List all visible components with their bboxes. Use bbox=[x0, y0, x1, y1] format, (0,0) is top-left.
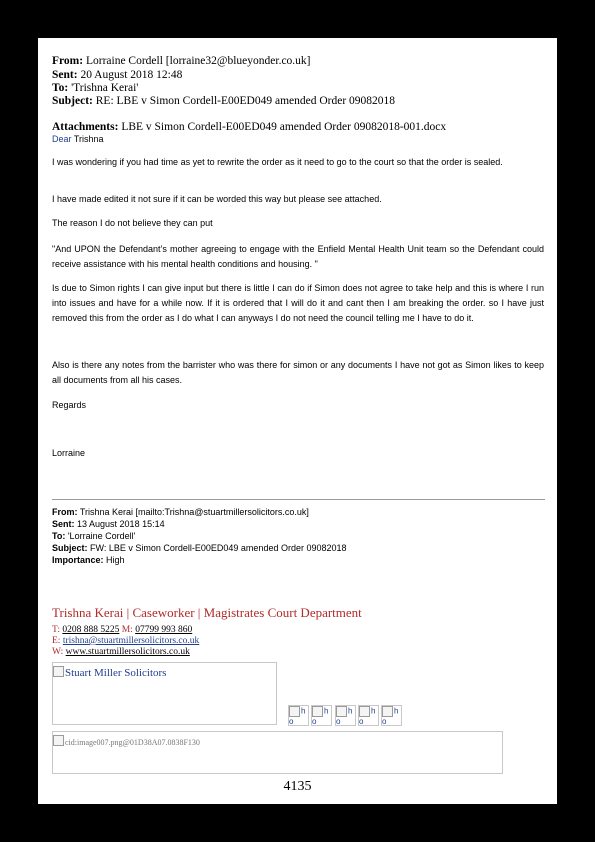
to-value: 'Trishna Kerai' bbox=[71, 82, 139, 94]
salutation bbox=[52, 132, 544, 147]
banner-image-placeholder bbox=[52, 731, 503, 774]
fwd-sent-label: Sent: bbox=[52, 519, 75, 529]
fwd-from-line bbox=[52, 507, 309, 519]
social-image-placeholder-1[interactable]: h o bbox=[288, 705, 309, 726]
subject-value: RE: LBE v Simon Cordell-E00ED049 amended Order 09082018 bbox=[95, 95, 396, 107]
broken-image-icon bbox=[53, 735, 64, 746]
from-line bbox=[52, 54, 311, 68]
broken-image-icon bbox=[336, 706, 347, 717]
paragraph-5: Is due to Simon rights I can give input but there is little I can do if Simon does not agree to take help and this is where I run into issues and have for a while now. If it is ordered that I will do it and cant then I am breaking the order. so I have just removed this from the order as I do what I can anyways I do not need the council telling me I have to do it. bbox=[52, 283, 544, 323]
to-line bbox=[52, 81, 138, 95]
fwd-importance-line bbox=[52, 555, 125, 567]
logo-alt-text: Stuart Miller Solicitors bbox=[65, 667, 167, 679]
signature-web-line bbox=[52, 647, 190, 658]
social-image-placeholder-2[interactable]: h o bbox=[311, 705, 332, 726]
sent-value: 20 August 2018 12:48 bbox=[80, 69, 183, 81]
broken-image-icon bbox=[382, 706, 393, 717]
attachments-value: LBE v Simon Cordell-E00ED049 amended Order 09082018-001.docx bbox=[121, 121, 447, 133]
fwd-sent-line bbox=[52, 519, 165, 531]
document-page bbox=[38, 38, 557, 804]
social-image-placeholder-5[interactable]: h o bbox=[381, 705, 402, 726]
divider bbox=[52, 499, 545, 500]
from-label: From: bbox=[52, 55, 84, 67]
signature-email-line bbox=[52, 636, 199, 647]
sent-line bbox=[52, 68, 182, 82]
fwd-to-label: To: bbox=[52, 531, 66, 541]
page-number: 4135 bbox=[283, 779, 312, 794]
mobile-label: M: bbox=[121, 625, 133, 635]
broken-image-icon bbox=[359, 706, 370, 717]
signoff: Lorraine bbox=[52, 448, 86, 458]
fwd-from-value: Trishna Kerai [mailto:Trishna@stuartmillersolicitors.co.uk] bbox=[79, 507, 309, 517]
paragraph-1: I was wondering if you had time as yet to rewrite the order as it need to go to the court so that the order is sealed. bbox=[52, 157, 503, 167]
sent-label: Sent: bbox=[52, 69, 78, 81]
web-link[interactable]: www.stuartmillersolicitors.co.uk bbox=[65, 647, 190, 657]
salutation-word: Dear bbox=[52, 134, 72, 144]
subject-line bbox=[52, 94, 395, 108]
fwd-to-line bbox=[52, 531, 135, 543]
web-label: W: bbox=[52, 647, 64, 657]
broken-image-icon bbox=[312, 706, 323, 717]
broken-image-icon bbox=[289, 706, 300, 717]
email-link[interactable]: trishna@stuartmillersolicitors.co.uk bbox=[62, 636, 200, 646]
mobile-value[interactable]: 07799 993 860 bbox=[135, 625, 193, 635]
fwd-importance-label: Importance: bbox=[52, 555, 104, 565]
broken-image-icon bbox=[53, 666, 64, 677]
social-image-placeholder-4[interactable]: h o bbox=[358, 705, 379, 726]
paragraph-6: Also is there any notes from the barrister who was there for simon or any documents I have not got as Simon likes to keep all documents from all his cases. bbox=[52, 360, 544, 385]
signature-title: Trishna Kerai | Caseworker | Magistrates Court Department bbox=[52, 605, 362, 620]
attachments-label: Attachments: bbox=[52, 121, 119, 133]
social-image-placeholder-3[interactable]: h o bbox=[335, 705, 356, 726]
fwd-to-value: 'Lorraine Cordell' bbox=[67, 531, 136, 541]
fwd-subject-label: Subject: bbox=[52, 543, 88, 553]
phone-value[interactable]: 0208 888 5225 bbox=[62, 625, 120, 635]
subject-label: Subject: bbox=[52, 95, 93, 107]
fwd-sent-value: 13 August 2018 15:14 bbox=[77, 519, 165, 529]
fwd-subject-value: FW: LBE v Simon Cordell-E00ED049 amended Order 09082018 bbox=[90, 543, 347, 553]
email-label: E: bbox=[52, 636, 61, 646]
salutation-name: Trishna bbox=[73, 134, 104, 144]
paragraph-2: I have made edited it not sure if it can be worded this way but please see attached. bbox=[52, 194, 382, 204]
paragraph-4: "And UPON the Defendant’s mother agreeing to engage with the Enfield Mental Health Unit team so the Defendant could receive assistance with his mental health conditions and housing. " bbox=[52, 244, 544, 269]
logo-image-placeholder bbox=[52, 662, 277, 725]
fwd-importance-value: High bbox=[106, 555, 125, 565]
fwd-from-label: From: bbox=[52, 507, 78, 517]
fwd-subject-line bbox=[52, 543, 347, 555]
regards: Regards bbox=[52, 400, 87, 410]
phone-label: T: bbox=[52, 625, 60, 635]
signature-phone-line bbox=[52, 625, 192, 636]
to-label: To: bbox=[52, 82, 69, 94]
banner-alt-text: cid:image007.png@01D38A07.0838F130 bbox=[65, 738, 200, 747]
paragraph-3: The reason I do not believe they can put bbox=[52, 218, 213, 228]
from-value: Lorraine Cordell [lorraine32@blueyonder.co.uk] bbox=[85, 55, 311, 67]
